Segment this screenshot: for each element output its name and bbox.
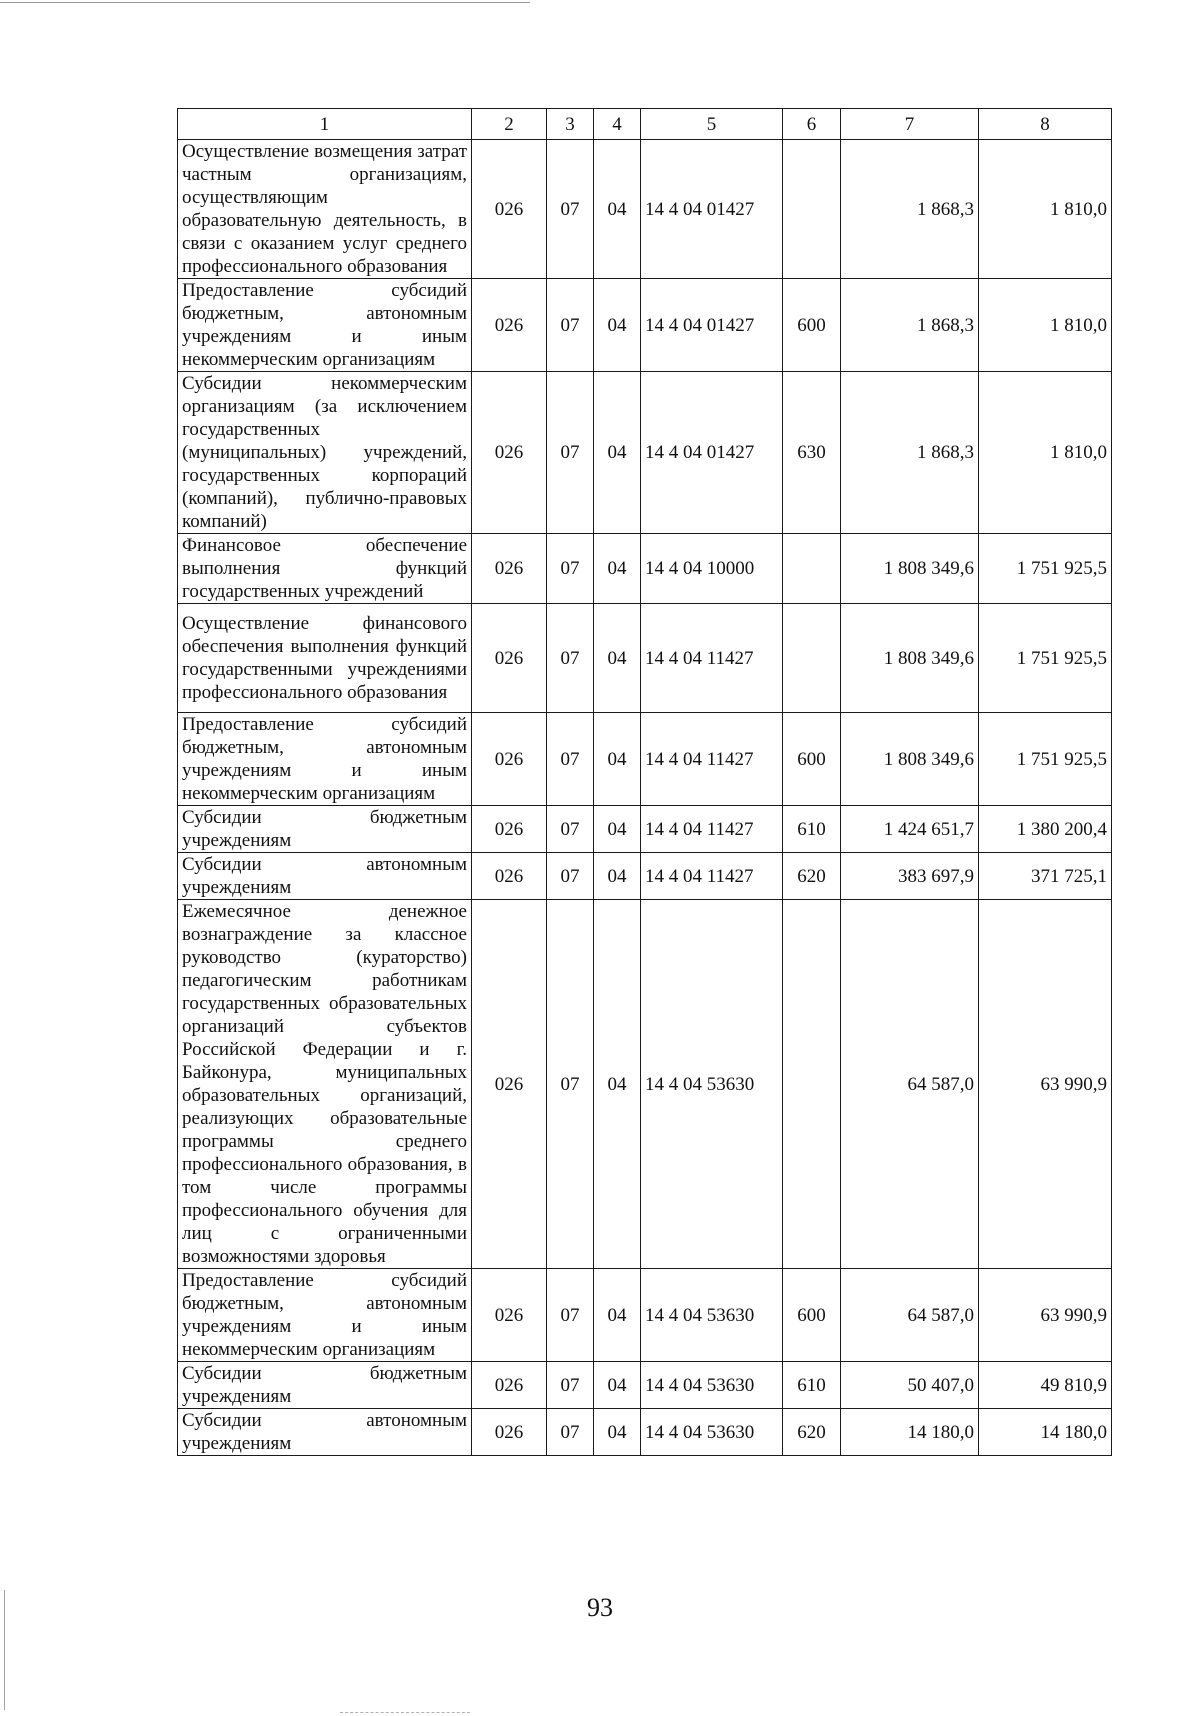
- expense-type-code: 600: [783, 713, 841, 806]
- amount-column-7: 1 424 651,7: [841, 806, 979, 853]
- amount-column-7: 1 868,3: [841, 279, 979, 372]
- subsection-code: 04: [594, 140, 641, 279]
- section-code: 07: [547, 1269, 594, 1362]
- row-description: Субсидии автономным учреждениям: [178, 1409, 472, 1456]
- ministry-code: 026: [472, 900, 547, 1269]
- target-article-code: 14 4 04 01427: [641, 279, 783, 372]
- table-row: [178, 806, 1112, 853]
- scan-artifact-line: [340, 1712, 470, 1713]
- amount-column-8: 1 810,0: [979, 372, 1112, 534]
- amount-column-8: 14 180,0: [979, 1409, 1112, 1456]
- section-code: 07: [547, 853, 594, 900]
- row-description: Субсидии бюджетным учреждениям: [178, 806, 472, 853]
- expense-type-code: [783, 140, 841, 279]
- column-number: 4: [594, 109, 641, 140]
- ministry-code: 026: [472, 713, 547, 806]
- table-row: [178, 1409, 1112, 1456]
- amount-column-7: 383 697,9: [841, 853, 979, 900]
- subsection-code: 04: [594, 1269, 641, 1362]
- row-description: Осуществление возмещения затрат частным организациям, осуществляющим образовательную деятельность, в связи с оказанием услуг среднего профессионального образования: [178, 140, 472, 279]
- table-row: [178, 604, 1112, 713]
- ministry-code: 026: [472, 1269, 547, 1362]
- amount-column-7: 1 868,3: [841, 140, 979, 279]
- amount-column-7: 64 587,0: [841, 900, 979, 1269]
- section-code: 07: [547, 279, 594, 372]
- ministry-code: 026: [472, 1409, 547, 1456]
- section-code: 07: [547, 1409, 594, 1456]
- page-number: 93: [587, 1593, 613, 1622]
- amount-column-8: 1 751 925,5: [979, 604, 1112, 713]
- target-article-code: 14 4 04 11427: [641, 604, 783, 713]
- target-article-code: 14 4 04 53630: [641, 1362, 783, 1409]
- amount-column-8: 63 990,9: [979, 900, 1112, 1269]
- target-article-code: 14 4 04 01427: [641, 372, 783, 534]
- amount-column-8: 1 751 925,5: [979, 534, 1112, 604]
- row-description: Субсидии бюджетным учреждениям: [178, 1362, 472, 1409]
- table-row: [178, 713, 1112, 806]
- target-article-code: 14 4 04 10000: [641, 534, 783, 604]
- ministry-code: 026: [472, 604, 547, 713]
- ministry-code: 026: [472, 1362, 547, 1409]
- column-number: 6: [783, 109, 841, 140]
- expense-type-code: 600: [783, 279, 841, 372]
- table-row: [178, 140, 1112, 279]
- row-description: Субсидии автономным учреждениям: [178, 853, 472, 900]
- ministry-code: 026: [472, 853, 547, 900]
- amount-column-8: 1 810,0: [979, 140, 1112, 279]
- column-number: 3: [547, 109, 594, 140]
- subsection-code: 04: [594, 1362, 641, 1409]
- row-description: Предоставление субсидий бюджетным, автономным учреждениям и иным некоммерческим организациям: [178, 279, 472, 372]
- expense-type-code: [783, 900, 841, 1269]
- subsection-code: 04: [594, 372, 641, 534]
- target-article-code: 14 4 04 53630: [641, 1409, 783, 1456]
- amount-column-7: 1 808 349,6: [841, 604, 979, 713]
- table-row: [178, 900, 1112, 1269]
- ministry-code: 026: [472, 806, 547, 853]
- row-description: Предоставление субсидий бюджетным, автономным учреждениям и иным некоммерческим организациям: [178, 1269, 472, 1362]
- amount-column-8: 1 380 200,4: [979, 806, 1112, 853]
- amount-column-7: 1 808 349,6: [841, 534, 979, 604]
- ministry-code: 026: [472, 140, 547, 279]
- table-row: [178, 853, 1112, 900]
- budget-table: [177, 108, 1112, 1456]
- expense-type-code: [783, 604, 841, 713]
- subsection-code: 04: [594, 279, 641, 372]
- target-article-code: 14 4 04 11427: [641, 853, 783, 900]
- target-article-code: 14 4 04 11427: [641, 713, 783, 806]
- target-article-code: 14 4 04 11427: [641, 806, 783, 853]
- section-code: 07: [547, 713, 594, 806]
- section-code: 07: [547, 140, 594, 279]
- amount-column-8: 1 751 925,5: [979, 713, 1112, 806]
- table-row: [178, 1269, 1112, 1362]
- column-number: 8: [979, 109, 1112, 140]
- scan-artifact-line: [0, 2, 530, 3]
- budget-table-body: [178, 109, 1112, 1456]
- amount-column-8: 1 810,0: [979, 279, 1112, 372]
- subsection-code: 04: [594, 900, 641, 1269]
- section-code: 07: [547, 806, 594, 853]
- subsection-code: 04: [594, 1409, 641, 1456]
- expense-type-code: 620: [783, 853, 841, 900]
- ministry-code: 026: [472, 534, 547, 604]
- expense-type-code: 630: [783, 372, 841, 534]
- expense-type-code: 620: [783, 1409, 841, 1456]
- expense-type-code: 610: [783, 1362, 841, 1409]
- amount-column-7: 50 407,0: [841, 1362, 979, 1409]
- column-number-row: [178, 109, 1112, 140]
- row-description: Предоставление субсидий бюджетным, автономным учреждениям и иным некоммерческим организациям: [178, 713, 472, 806]
- amount-column-7: 14 180,0: [841, 1409, 979, 1456]
- expense-type-code: [783, 534, 841, 604]
- amount-column-7: 1 868,3: [841, 372, 979, 534]
- ministry-code: 026: [472, 372, 547, 534]
- row-description: Финансовое обеспечение выполнения функций государственных учреждений: [178, 534, 472, 604]
- column-number: 1: [178, 109, 472, 140]
- section-code: 07: [547, 372, 594, 534]
- amount-column-7: 64 587,0: [841, 1269, 979, 1362]
- section-code: 07: [547, 604, 594, 713]
- expense-type-code: 610: [783, 806, 841, 853]
- section-code: 07: [547, 900, 594, 1269]
- ministry-code: 026: [472, 279, 547, 372]
- table-row: [178, 372, 1112, 534]
- subsection-code: 04: [594, 806, 641, 853]
- column-number: 2: [472, 109, 547, 140]
- subsection-code: 04: [594, 534, 641, 604]
- subsection-code: 04: [594, 853, 641, 900]
- amount-column-8: 371 725,1: [979, 853, 1112, 900]
- amount-column-8: 63 990,9: [979, 1269, 1112, 1362]
- row-description: Субсидии некоммерческим организациям (за исключением государственных (муниципальных) учреждений, государственных корпораций (компаний), публично-правовых компаний): [178, 372, 472, 534]
- amount-column-7: 1 808 349,6: [841, 713, 979, 806]
- column-number: 5: [641, 109, 783, 140]
- amount-column-8: 49 810,9: [979, 1362, 1112, 1409]
- expense-type-code: 600: [783, 1269, 841, 1362]
- table-row: [178, 534, 1112, 604]
- target-article-code: 14 4 04 01427: [641, 140, 783, 279]
- row-description: Ежемесячное денежное вознаграждение за классное руководство (кураторство) педагогическим работникам государственных образовательных организаций субъектов Российской Федерации и г. Байконура, муниципальных образовательных организаций, реализующих образовательные программы среднего профессионального образования, в том числе программы профессионального обучения для лиц с ограниченными возможностями здоровья: [178, 900, 472, 1269]
- section-code: 07: [547, 1362, 594, 1409]
- table-row: [178, 1362, 1112, 1409]
- target-article-code: 14 4 04 53630: [641, 900, 783, 1269]
- subsection-code: 04: [594, 604, 641, 713]
- row-description: Осуществление финансового обеспечения выполнения функций государственными учреждениями профессионального образования: [178, 604, 472, 713]
- section-code: 07: [547, 534, 594, 604]
- table-row: [178, 279, 1112, 372]
- column-number: 7: [841, 109, 979, 140]
- subsection-code: 04: [594, 713, 641, 806]
- target-article-code: 14 4 04 53630: [641, 1269, 783, 1362]
